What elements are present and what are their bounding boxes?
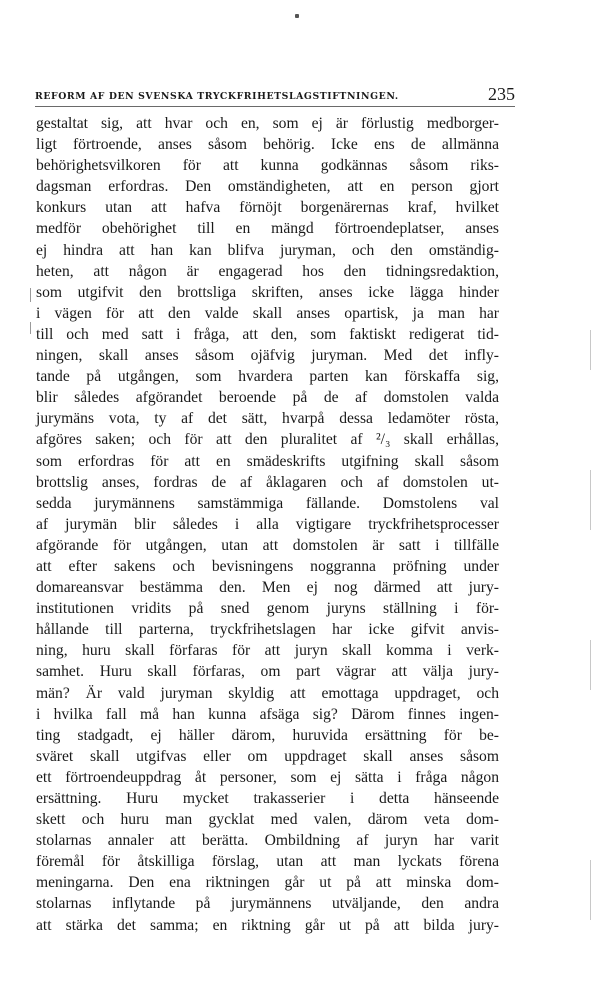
text-line: dagsman erfordras. Den omständigheten, att en person gjort <box>36 178 499 196</box>
text-line: skett och huru man gycklat med valen, därom veta dom- <box>36 811 499 829</box>
text-line: meningarna. Den ena riktningen går ut på att minska dom- <box>36 874 499 892</box>
text-line: brottslig anses, fordras de af åklagaren och af domstolen ut- <box>36 473 499 491</box>
text-line: afgörande för utgången, utan att domstolen är satt i tillfälle <box>36 536 499 554</box>
text-line: tande på utgången, som hvardera parten kan förskaffa sig, <box>36 368 499 386</box>
text-line: stolarnas annaler att berätta. Ombildning af juryn har varit <box>36 832 499 850</box>
text-line: afgöres saken; och för att den pluralitet af ²/₃ skall erhållas, <box>36 431 499 449</box>
scan-margin-mark <box>590 860 591 920</box>
text-line: af jurymän blir således i alla vigtigare tryckfrihetsprocesser <box>36 515 499 533</box>
text-line: domareansvar bestämma den. Men ej nog därmed att jury- <box>36 579 499 597</box>
text-line: som erfordras för att en smädeskrifts utgifning skall såsom <box>36 452 499 470</box>
text-line: gestaltat sig, att hvar och en, som ej är förlustig medborger- <box>36 115 499 132</box>
text-line: ersättning. Huru mycket trakasserier i detta hänseende <box>36 790 499 807</box>
scan-margin-mark <box>590 640 591 690</box>
text-line: ett förtroendeuppdrag åt personer, som ej sätta i fråga någon <box>36 768 499 786</box>
text-line: ting stadgadt, ej häller därom, huruvida ersättning för be- <box>36 726 499 744</box>
print-speck <box>295 14 299 18</box>
text-line: ning, huru skall förfaras för att juryn skall komma i verk- <box>36 642 499 660</box>
text-line: blir således afgörandet beroende på de af domstolen valda <box>36 389 499 407</box>
text-line: ningen, skall anses såsom ojäfvig juryman. Med det infly- <box>36 347 499 365</box>
text-line: i hvilka fall må han kunna afsäga sig? Därom finnes ingen- <box>36 705 499 723</box>
text-line: sväret skall utgifvas eller om uppdraget skall anses såsom <box>36 747 499 765</box>
scan-margin-mark <box>590 470 591 530</box>
running-title: REFORM AF DEN SVENSKA TRYCKFRIHETSLAGSTIFTNINGEN. <box>35 91 399 102</box>
text-line: jurymäns vota, ty af det sätt, hvarpå dessa ledamöter rösta, <box>36 410 499 428</box>
text-line: att stärka det samma; en riktning går ut på att bilda jury- <box>36 916 499 934</box>
page-header <box>35 84 515 106</box>
scan-margin-mark <box>30 322 31 334</box>
text-line: sedda jurymännens samstämmiga fällande. Domstolens val <box>36 494 499 512</box>
text-line: till och med satt i fråga, att den, som faktiskt redigerat tid- <box>36 325 499 343</box>
scan-margin-mark <box>30 288 31 302</box>
text-line: föremål för åtskilliga förslag, utan att man lyckats förena <box>36 853 499 871</box>
text-line: hållande till parterna, tryckfrihetslagen har icke gifvit anvis- <box>36 621 499 639</box>
text-line: ej hindra att han kan blifva juryman, och den omständig- <box>36 241 499 259</box>
text-line: medför obehörighet till en mängd förtroendeplatser, anses <box>36 220 499 238</box>
text-line: ligt förtroende, anses såsom behörig. Icke ens de allmänna <box>36 136 499 154</box>
text-line: som utgifvit den brottsliga skriften, anses icke lägga hinder <box>36 283 499 301</box>
text-line: behörighetsvilkoren för att kunna godkännas såsom riks- <box>36 157 499 175</box>
text-line: samhet. Huru skall förfaras, om part vägrar att välja jury- <box>36 663 499 681</box>
text-line: män? Är vald juryman skyldig att emottaga uppdraget, och <box>36 684 499 702</box>
text-line: heten, att någon är engagerad hos den tidningsredaktion, <box>36 262 499 280</box>
body-text <box>36 113 499 936</box>
text-line: institutionen vridits på sned genom juryns ställning i för- <box>36 600 499 618</box>
scan-margin-mark <box>590 330 591 370</box>
page-number: 235 <box>488 84 515 104</box>
text-line: konkurs utan att hafva förnöjt borgenärernas kraf, hvilket <box>36 199 499 217</box>
text-line: i vägen för att den valde skall anses opartisk, ja man har <box>36 304 499 322</box>
text-line: stolarnas inflytande på jurymännens utväljande, den andra <box>36 895 499 913</box>
text-line: att efter sakens och bevisningens noggranna pröfning under <box>36 557 499 575</box>
header-rule <box>35 106 515 107</box>
